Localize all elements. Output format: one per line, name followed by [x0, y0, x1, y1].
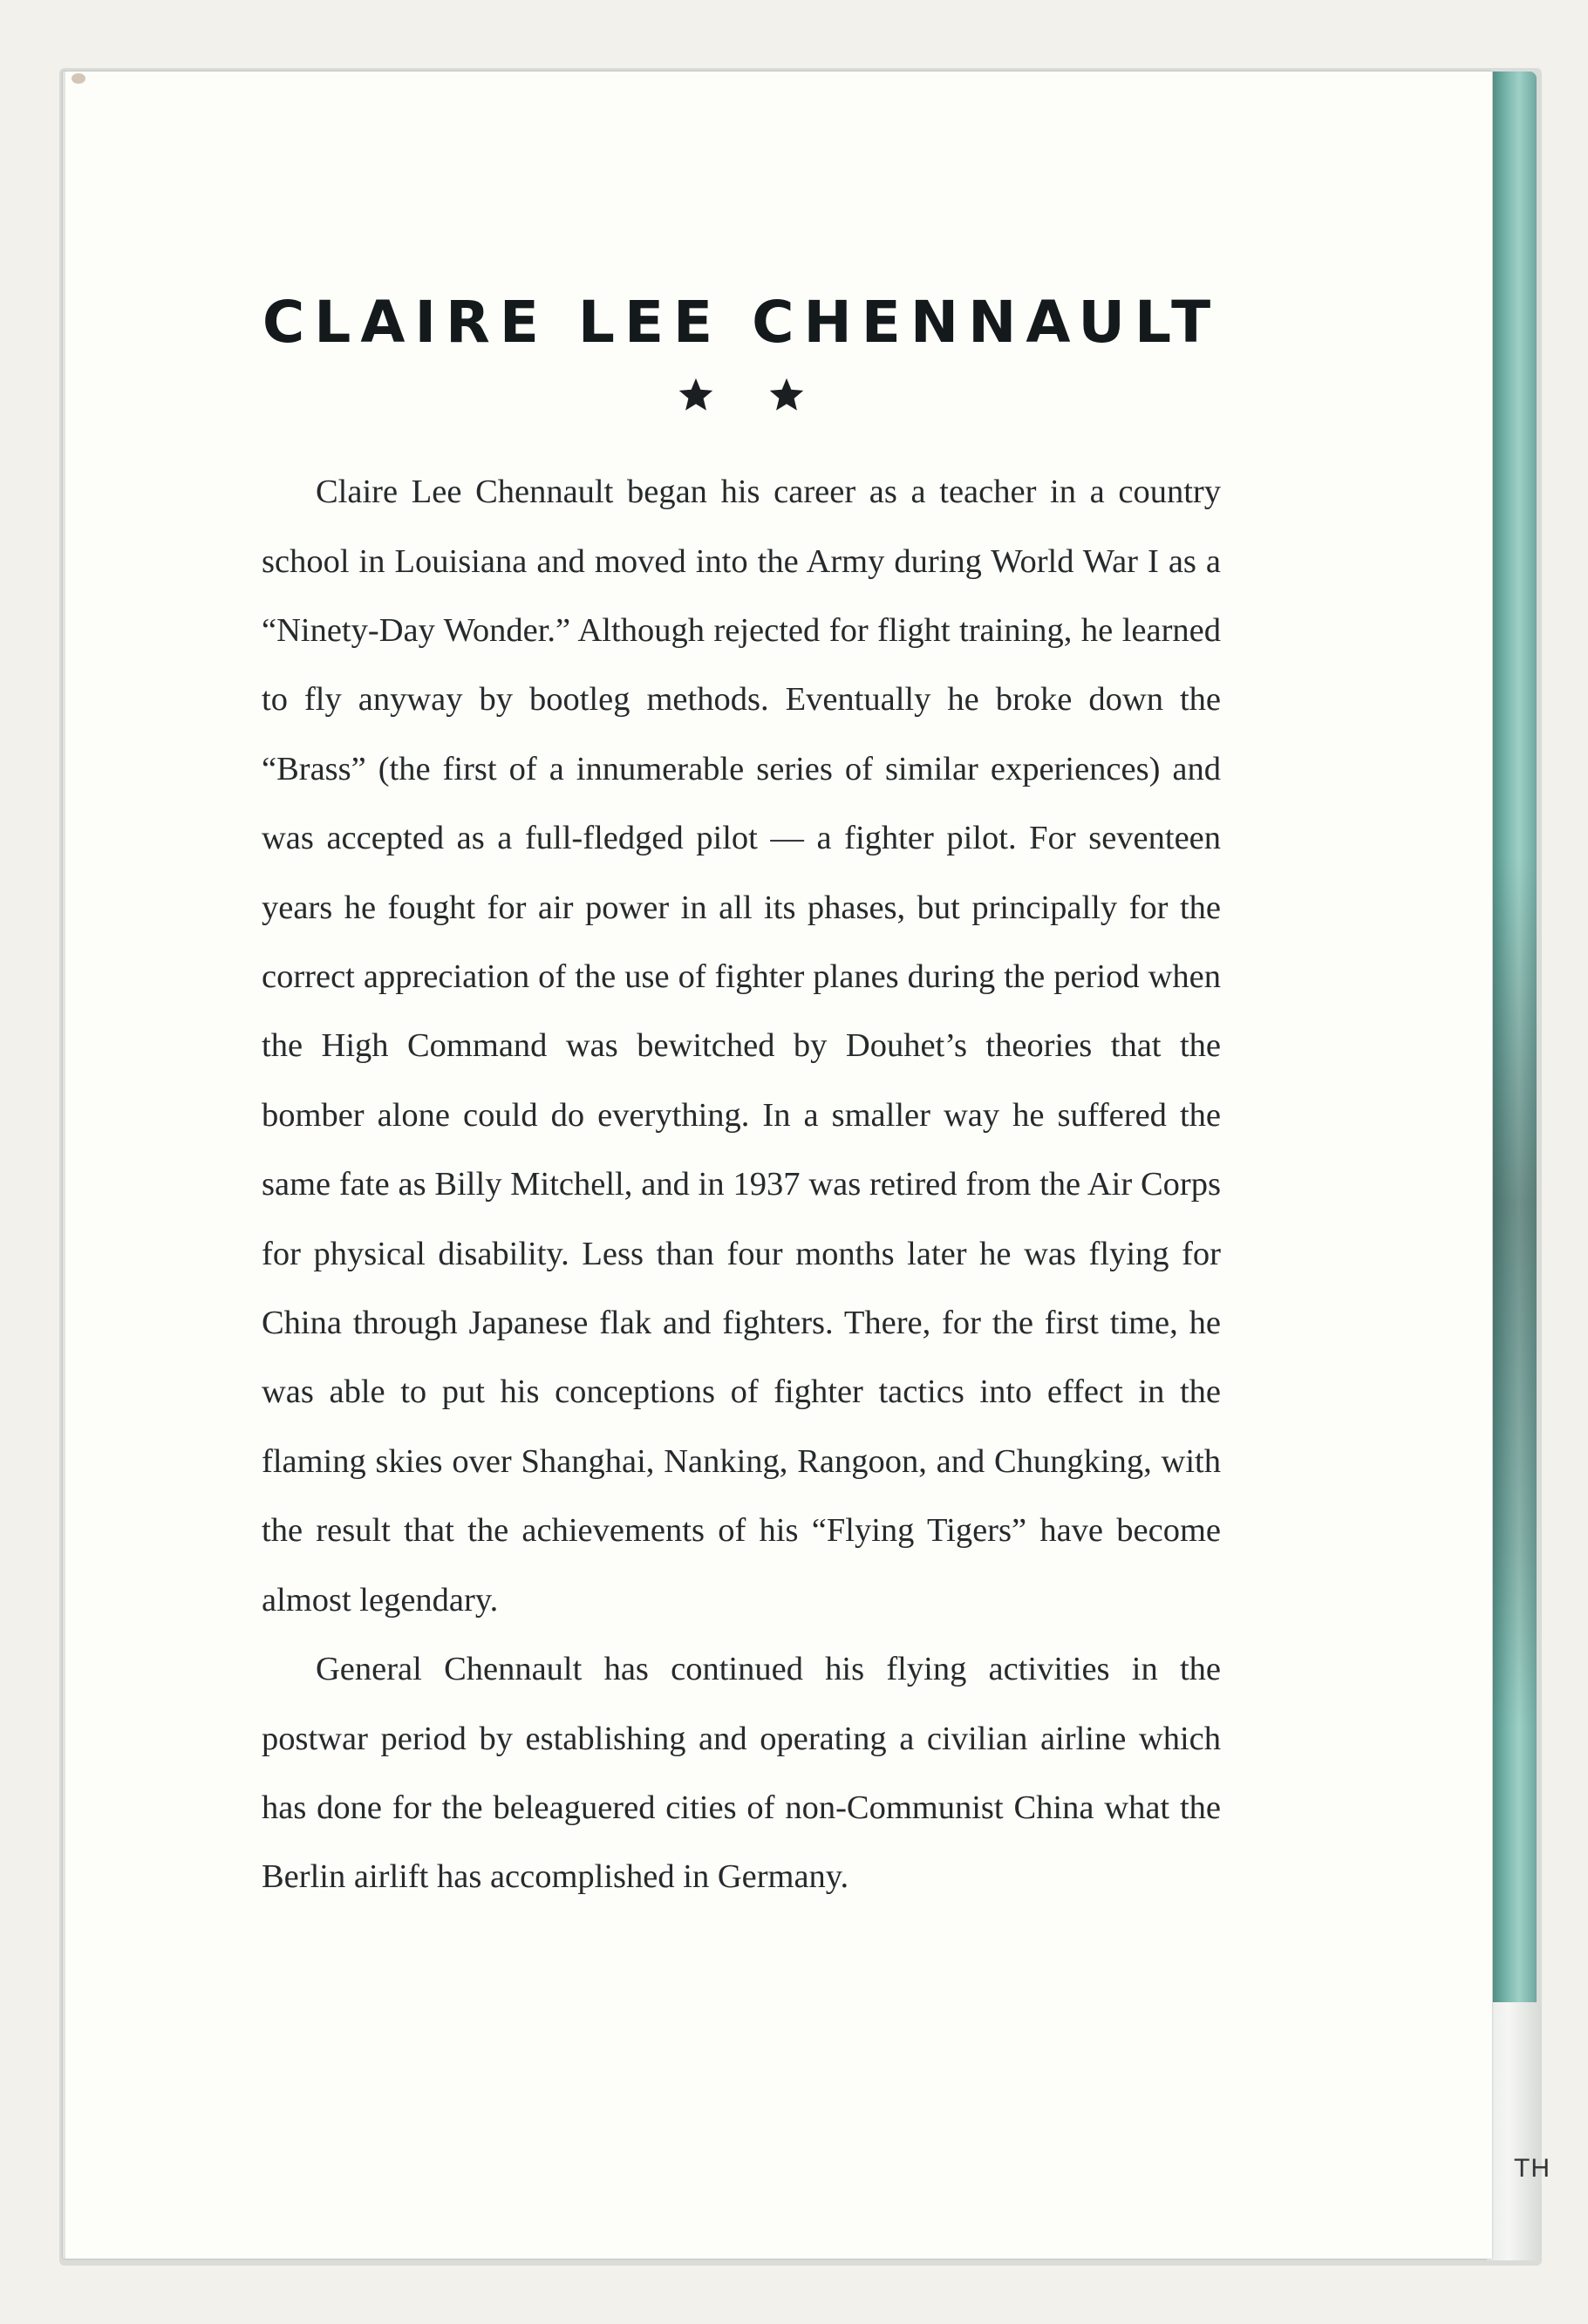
- book-spine-jacket: [1493, 72, 1537, 2002]
- biography-paragraph-1: Claire Lee Chennault began his career as a teacher in a country school in Louisiana and moved into the Army during World War I as a “Ninety-Day Wonder.” Although rejected for flight training, he learned to fly anyway by bootleg methods. Eventually he broke down the “Brass” (the first of a innumerable series of similar experiences) and was accepted as a full-fledged pilot — a fighter pilot. For seventeen years he fought for air power in all its phases, but principally for the correct appreciation of the use of fighter planes during the period when the High Command was bewitched by Douhet’s theories that the bomber alone could do everything. In a smaller way he suffered the same fate as Billy Mitchell, and in 1937 was retired from the Air Corps for physical disability. Less than four months later he was flying for China through Japanese flak and fighters. There, for the first time, he was able to put his conceptions of fighter tactics into effect in the flaming skies over Shanghai, Nanking, Rangoon, and Chungking, with the result that the achievements of his “Flying Tigers” have become almost legendary.: [262, 474, 1221, 1619]
- biography-text: [262, 458, 1221, 1912]
- star-icon: [677, 376, 715, 414]
- back-cover-content: [262, 288, 1221, 1912]
- spine-photo-shadow: [1493, 856, 1537, 1728]
- author-title: CLAIRE LEE CHENNAULT: [262, 289, 1221, 356]
- spine-text: TH: [1514, 2154, 1551, 2183]
- cover-corner-wear: [72, 73, 85, 84]
- biography-paragraph-2: General Chennault has continued his flying activities in the postwar period by establishing and operating a civilian airline which has done for the beleaguered cities of non-Communist China what the Berlin airlift has accomplished in Germany.: [262, 1651, 1221, 1896]
- star-icon: [767, 376, 806, 414]
- star-ornament: [262, 376, 1221, 428]
- book-spine-lower: [1487, 2002, 1541, 2260]
